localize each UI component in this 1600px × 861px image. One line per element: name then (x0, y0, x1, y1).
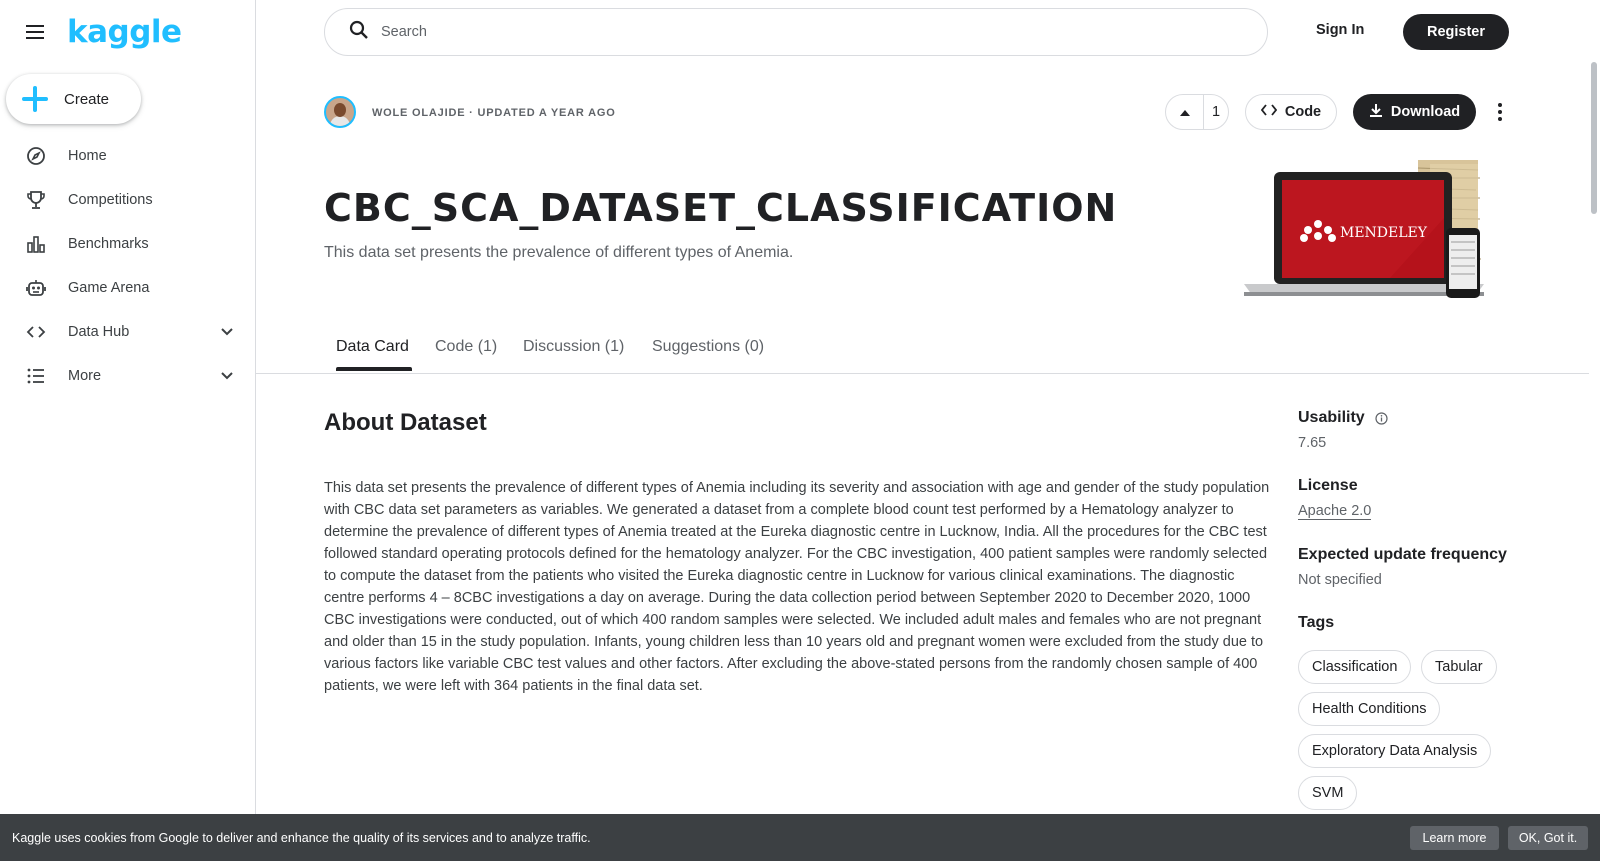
license-section (1298, 477, 1558, 520)
usability-value: 7.65 (1298, 435, 1327, 451)
sidebar-item-benchmarks[interactable] (0, 222, 255, 266)
tag-chip[interactable]: Health Conditions (1298, 692, 1440, 726)
register-button[interactable]: Register (1403, 14, 1509, 50)
tags-section (1298, 614, 1558, 632)
vote-count: 1 (1211, 104, 1221, 120)
upvote-control (1165, 94, 1229, 130)
tag-chip[interactable]: Tabular (1421, 650, 1497, 684)
license-link[interactable]: Apache 2.0 (1298, 503, 1372, 519)
page-subtitle: This data set presents the prevalence of different types of Anemia. (324, 244, 794, 261)
tab-bar (256, 326, 1589, 374)
about-description: This data set presents the prevalence of different types of Anemia including its severity and association with age and gender of the study population with CBC data set parameters as variables. We generated a dataset from a complete blood count test performed by a Hematology analyzer to determine the prevalence of different types of Anemia treated at the Eureka diagnostic centre in Lucknow, India. All the procedures for the CBC test followed standard operating protocols defined for the hematology analyzer. For the CBC investigation, 400 patient samples were randomly selected to compute the dataset from the patients who visited the Eureka diagnostic centre in Lucknow for various clinical examinations. The diagnostic centre performs 4 – 8CBC investigations a day on average. During the data collection period between September 2020 to December 2020, 1000 CBC investigations were conducted, out of which 400 random samples were selected. We included adult males and females who are not pregnant and older than 15 in the study population. Infants, young children less than 10 years old and pregnant women were excluded from the study due to various factors like variable CBC test values and other factors. After excluding the above-stated persons from the randomly chosen sample of 400 patients, we were left with 364 patients in the final data set. (324, 480, 1270, 694)
thumbnail-text: MENDELEY (1340, 225, 1428, 241)
sidebar-nav (0, 134, 255, 398)
download-button-label: Download (1390, 104, 1461, 120)
tag-chip[interactable]: Exploratory Data Analysis (1298, 734, 1491, 768)
dataset-thumbnail (1240, 158, 1522, 304)
sidebar-item-label: Home (68, 148, 107, 164)
hamburger-menu-icon[interactable] (24, 20, 48, 44)
tag-chip[interactable]: Classification (1298, 650, 1411, 684)
more-options-icon[interactable] (1488, 98, 1512, 126)
search-input[interactable]: Search (381, 24, 427, 40)
cookie-message: Kaggle uses cookies from Google to deliver and enhance the quality of its services and to analyze traffic. (12, 830, 591, 845)
sidebar-item-home[interactable] (0, 134, 255, 178)
bar-chart-icon (26, 234, 46, 254)
update-frequency-value: Not specified (1298, 572, 1382, 588)
compass-icon (26, 146, 46, 166)
code-icon (1261, 104, 1277, 120)
kaggle-logo[interactable]: kaggle (67, 14, 182, 50)
list-icon (26, 366, 46, 386)
sidebar-item-game-arena[interactable] (0, 266, 255, 310)
code-button[interactable] (1245, 94, 1337, 130)
tab-discussion[interactable]: Discussion (1) (523, 338, 625, 355)
caret-up-icon (1180, 103, 1190, 121)
sidebar-item-label: Competitions (68, 192, 153, 208)
download-button[interactable] (1353, 94, 1476, 130)
chevron-down-icon[interactable] (219, 324, 235, 340)
update-frequency-label: Expected update frequency (1298, 546, 1507, 563)
cookie-banner (0, 814, 1600, 861)
sign-in-link[interactable]: Sign In (1316, 22, 1365, 38)
sidebar-item-label: Benchmarks (68, 236, 149, 252)
code-button-label: Code (1284, 104, 1322, 120)
chevron-down-icon[interactable] (219, 368, 235, 384)
active-tab-indicator (336, 367, 412, 371)
usability-label: Usability (1298, 409, 1365, 426)
upvote-button[interactable] (1166, 95, 1204, 129)
sidebar (0, 0, 256, 861)
sidebar-item-data-hub[interactable] (0, 310, 255, 354)
author-updated-line: WOLE OLAJIDE · UPDATED A YEAR AGO (372, 107, 616, 119)
usability-section (1298, 409, 1558, 451)
download-icon (1369, 103, 1383, 121)
search-icon (349, 20, 369, 45)
code-icon (26, 322, 46, 342)
search-bar[interactable] (324, 8, 1268, 56)
license-label: License (1298, 477, 1358, 494)
create-button[interactable] (6, 74, 141, 124)
sidebar-item-label: Game Arena (68, 280, 150, 296)
tab-code[interactable]: Code (1) (435, 338, 498, 355)
create-button-label: Create (64, 90, 110, 108)
ok-got-it-button[interactable]: OK, Got it. (1508, 826, 1588, 850)
sidebar-item-label: More (68, 368, 102, 384)
tab-suggestions[interactable]: Suggestions (0) (652, 338, 765, 355)
update-frequency-section (1298, 546, 1558, 588)
sidebar-header (0, 0, 255, 64)
about-heading: About Dataset (324, 409, 487, 436)
tab-data-card[interactable]: Data Card (336, 338, 409, 355)
robot-icon (26, 278, 46, 298)
scrollbar-thumb[interactable] (1591, 62, 1597, 214)
page-title: CBC_SCA_DATASET_CLASSIFICATION (324, 186, 1118, 230)
tags-label: Tags (1298, 614, 1335, 631)
trophy-icon (26, 190, 46, 210)
learn-more-button[interactable]: Learn more (1410, 826, 1499, 850)
sidebar-item-competitions[interactable] (0, 178, 255, 222)
info-icon[interactable] (1375, 412, 1388, 425)
sidebar-item-more[interactable] (0, 354, 255, 398)
sidebar-item-label: Data Hub (68, 324, 130, 340)
avatar[interactable] (324, 96, 356, 128)
plus-icon (22, 86, 48, 112)
tag-chip[interactable]: SVM (1298, 776, 1357, 810)
